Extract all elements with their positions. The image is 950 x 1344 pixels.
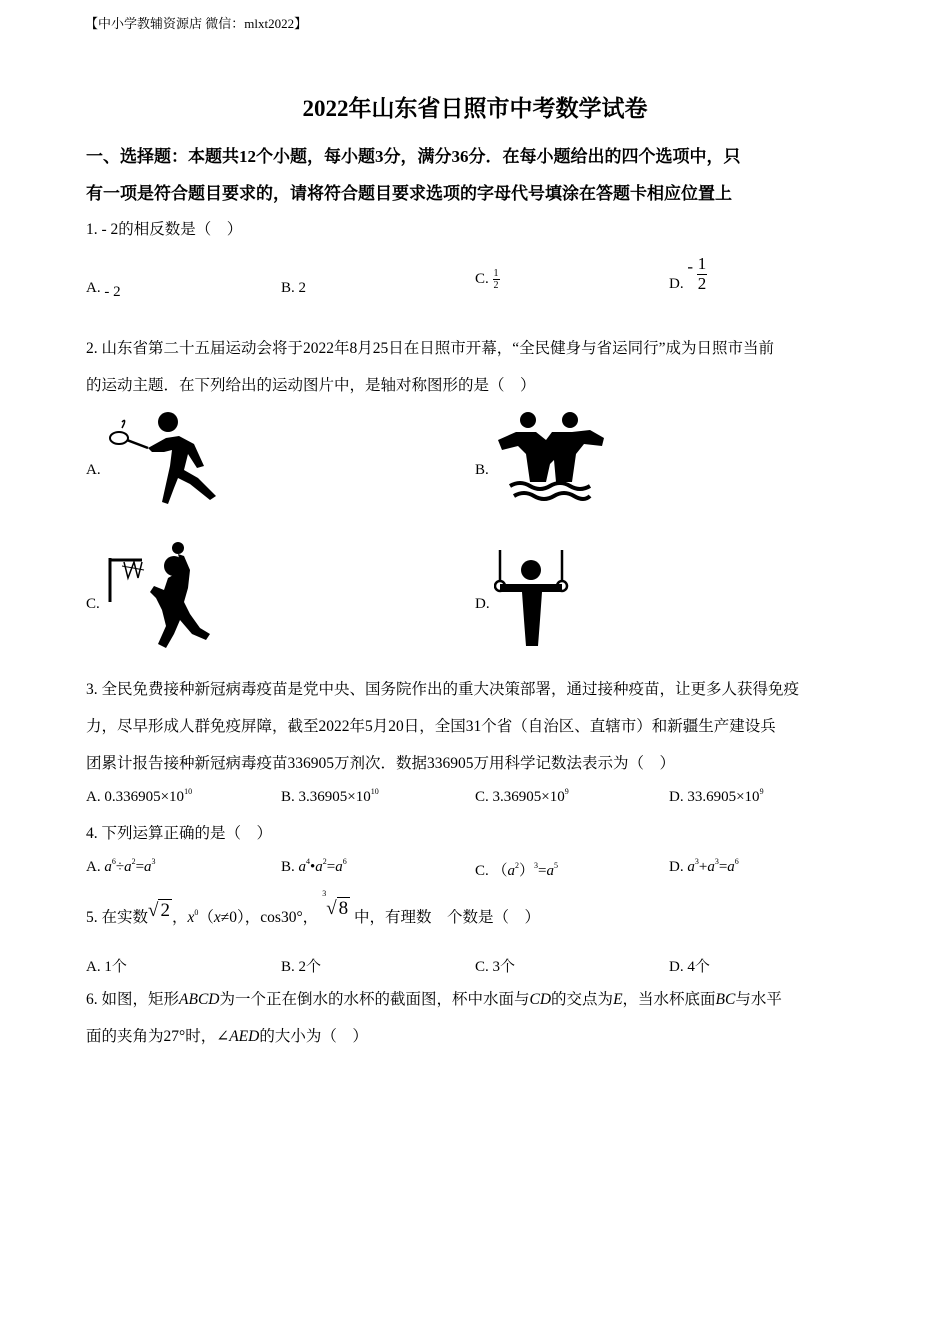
option-value: 0.336905×10	[104, 789, 185, 805]
option-label: D.	[669, 859, 684, 875]
text: ，当水杯底面	[622, 991, 716, 1008]
question-4-stem: 4. 下列运算正确的是（ ）	[86, 825, 273, 842]
variable: a	[144, 859, 152, 875]
option-value: 3.36905×10	[298, 789, 371, 805]
q1-option-d	[669, 255, 707, 293]
text: 为一个正在倒水的水杯的截面图，杯中水面与	[219, 991, 530, 1008]
q2-option-c-label: C.	[86, 596, 100, 612]
q3-option-a	[86, 789, 192, 806]
exponent: 9	[759, 787, 764, 796]
question-3-stem	[86, 671, 866, 782]
cosine-term: cos30°	[260, 909, 303, 926]
q5-suffix: 中，有理数 个数是（ ）	[350, 909, 541, 926]
q4-option-c	[475, 859, 558, 880]
option-label: A.	[86, 789, 101, 805]
q2-option-a-label: A.	[86, 462, 101, 478]
exponent: 6	[342, 857, 347, 866]
exponent: 5	[554, 861, 559, 870]
q2-option-d-label: D.	[475, 596, 490, 612]
option-value: 2	[298, 280, 307, 296]
variable: a	[687, 859, 695, 875]
question-6-stem	[86, 981, 866, 1055]
math-label: ABCD	[179, 991, 220, 1008]
q4-option-b	[281, 859, 347, 876]
option-label: C.	[475, 789, 489, 805]
q3-line-3: 团累计报告接种新冠病毒疫苗336905万剂次．数据336905万用科学记数法表示为（ ）	[86, 755, 676, 772]
page-title: 2022年山东省日照市中考数学试卷	[302, 96, 648, 121]
equals: =	[718, 859, 728, 875]
variable: a	[707, 859, 715, 875]
q3-option-c	[475, 789, 569, 806]
q2-line-1: 2. 山东省第二十五届运动会将于2022年8月25日在日照市开幕，“全民健身与省运同行”成为日照市当前	[86, 340, 775, 357]
radicand: 2	[160, 900, 170, 921]
option-label: D.	[669, 789, 684, 805]
square-root: √ 2	[148, 900, 170, 921]
paren: ）	[519, 863, 535, 879]
text: 6. 如图，矩形	[86, 991, 180, 1008]
exponent: 3	[694, 857, 699, 866]
q1-option-b	[281, 280, 306, 297]
minus-sign: -	[687, 256, 694, 276]
question-2-stem	[86, 330, 866, 404]
math-label: AED	[229, 1028, 260, 1045]
q5-option-d: D. 4个	[669, 959, 710, 975]
exponent: 6	[111, 857, 116, 866]
math-label: E	[613, 991, 623, 1008]
radicand: 8	[338, 898, 349, 919]
section-heading-line-2: 有一项是符合题目要求的，请将符合题目要求选项的字母代号填涂在答题卡相应位置上	[86, 184, 732, 203]
numerator: 1	[493, 268, 499, 279]
exponent: 2	[515, 861, 520, 870]
variable: a	[298, 859, 307, 875]
option-value: 33.6905×10	[687, 789, 760, 805]
variable: a	[104, 859, 112, 875]
exponent: 3	[151, 857, 156, 866]
option-label: C.	[475, 863, 489, 879]
text: 面的夹角为27°时，∠	[86, 1028, 230, 1045]
exponent: 2	[322, 857, 327, 866]
q1-option-c	[475, 268, 500, 291]
q3-line-2: 力，尽早形成人群免疫屏障，截至2022年5月20日，全国31个省（自治区、直辖市）和新疆生产建设兵	[86, 718, 776, 735]
option-value: - 2	[104, 284, 121, 300]
paren: （	[492, 863, 508, 879]
q5-option-b: B. 2个	[281, 959, 322, 975]
exponent: 0	[194, 908, 199, 917]
option-label: B.	[281, 859, 295, 875]
equals: =	[538, 863, 547, 879]
q5-option-c: C. 3个	[475, 959, 516, 975]
q6-line-2	[86, 1018, 866, 1055]
equals: =	[326, 859, 336, 875]
exponent: 6	[734, 857, 739, 866]
exponent: 3	[534, 861, 539, 870]
basketball-player-image	[104, 540, 216, 652]
math-label: BC	[715, 991, 736, 1008]
comma: ，	[244, 909, 261, 926]
option-label: D.	[669, 275, 684, 292]
option-value: 3.36905×10	[492, 789, 565, 805]
operator: ÷	[115, 859, 125, 875]
variable: a	[124, 859, 132, 875]
q2-option-b-label: B.	[475, 462, 489, 478]
q3-option-b	[281, 789, 379, 806]
math-label: CD	[529, 991, 552, 1008]
option-label: A.	[86, 859, 101, 875]
text: 的交点为	[551, 991, 614, 1008]
operator: +	[698, 859, 708, 875]
numerator: 1	[697, 254, 707, 273]
option-label: C.	[475, 270, 489, 287]
q2-line-2: 的运动主题．在下列给出的运动图片中，是轴对称图形的是（ ）	[86, 377, 536, 394]
exponent: 10	[370, 787, 379, 796]
exponent: 4	[306, 857, 311, 866]
paren: （	[198, 909, 214, 926]
denominator: 2	[493, 280, 499, 291]
section-heading-line-1: 一、选择题：本题共12个小题，每小题3分，满分36分．在每小题给出的四个选项中，只	[86, 147, 741, 166]
option-label: A.	[86, 280, 101, 296]
q4-option-a	[86, 859, 156, 876]
gymnast-rings-image	[494, 546, 570, 652]
variable: a	[546, 863, 555, 879]
q6-line-1	[86, 981, 866, 1018]
section-heading	[86, 138, 866, 212]
synchronized-swimmers-image	[496, 410, 608, 506]
exponent: 2	[131, 857, 136, 866]
operator: •	[310, 859, 316, 875]
option-label: B.	[281, 789, 295, 805]
exponent: 9	[564, 787, 569, 796]
cube-root: 3 √ 8	[322, 889, 349, 919]
denominator: 2	[697, 273, 707, 293]
variable: a	[727, 859, 735, 875]
variable: x	[187, 909, 195, 926]
exponent: 10	[184, 787, 193, 796]
variable: x	[213, 909, 221, 926]
q3-line-1: 3. 全民免费接种新冠病毒疫苗是党中央、国务院作出的重大决策部署，通过接种疫苗，让更多人获得免疫	[86, 681, 800, 698]
q1-option-a	[86, 280, 121, 300]
q5-option-a: A. 1个	[86, 959, 127, 975]
q3-option-d	[669, 789, 764, 806]
variable: a	[315, 859, 323, 875]
variable: a	[335, 859, 343, 875]
option-label: B.	[281, 280, 295, 296]
q5-prefix: 5. 在实数	[86, 909, 149, 926]
fraction	[697, 255, 708, 293]
comma: ，	[302, 909, 319, 926]
badminton-player-image	[104, 408, 224, 508]
fraction	[493, 268, 500, 291]
q4-option-d	[669, 859, 739, 876]
variable: a	[507, 863, 516, 879]
question-5-stem	[86, 889, 866, 936]
page-header: 【中小学教辅资源店 微信：mlxt2022】	[85, 16, 308, 31]
exponent: 3	[714, 857, 719, 866]
comma: ，	[171, 909, 188, 926]
equals: =	[135, 859, 145, 875]
question-1-stem: 1. - 2的相反数是（ ）	[86, 221, 243, 238]
condition: ≠0）	[220, 909, 245, 926]
text: 的大小为（ ）	[259, 1028, 368, 1045]
text: 与水平	[735, 991, 782, 1008]
